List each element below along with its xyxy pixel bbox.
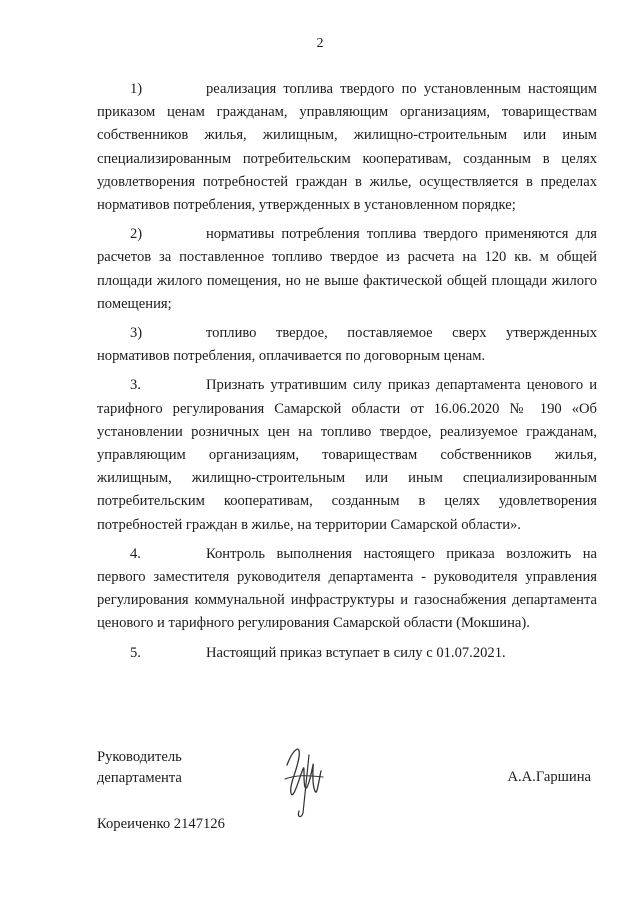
- handwritten-signature-icon: [279, 735, 327, 821]
- item-number: 2): [130, 226, 143, 243]
- item-text: Контроль выполнения настоящего приказа возложить на первого заместителя руководителя департамента - руководителя управления регулирования коммунальной инфраструктуры и газоснабжения департамента ценового и тарифного регулирования Самарской области (Мокшина).: [97, 545, 597, 632]
- signatory-title-line2: департамента: [97, 770, 182, 786]
- item-text: реализация топлива твердого по установленным настоящим приказом ценам гражданам, управляющим организациям, товариществам собственников жилья, жилищным, жилищно-строительным или иным специализированным потребительским кооперативам, созданным в целях удовлетворения потребностей граждан в жилье, осуществляется в пределах нормативов потребления, утвержденных в установленном порядке;: [97, 81, 597, 214]
- item-number: 3.: [130, 377, 141, 394]
- item-number: 1): [130, 81, 143, 97]
- document-body: [97, 78, 597, 665]
- item-number: 3): [130, 325, 143, 342]
- item-text: Настоящий приказ вступает в силу с 01.07.2021.: [206, 644, 506, 661]
- clause-3: [97, 374, 597, 536]
- signature-block: [97, 747, 597, 807]
- executor-info: Кореиченко 2147126: [97, 816, 225, 832]
- item-number: 5.: [130, 644, 141, 661]
- subitem-2: [97, 223, 597, 316]
- clause-4: [97, 543, 597, 636]
- subitem-1: [97, 78, 597, 217]
- page-number: 2: [316, 36, 324, 51]
- signatory-name: А.А.Гаршина: [507, 769, 591, 785]
- item-text: топливо твердое, поставляемое сверх утвержденных нормативов потребления, оплачивается по договорным ценам.: [97, 325, 597, 365]
- signatory-title-line1: Руководитель: [97, 749, 182, 765]
- item-text: Признать утратившим силу приказ департамента ценового и тарифного регулирования Самарской области от 16.06.2020 № 190 «Об установлении розничных цен на топливо твердое, реализуемое гражданам, управляющим организациям, товариществам собственников жилья, жилищным, жилищно-строительным или иным специализированным потребительским кооперативам, созданным в целях удовлетворения потребностей граждан в жилье, на территории Самарской области».: [97, 377, 597, 533]
- subitem-3: [97, 322, 597, 368]
- clause-5: [97, 642, 597, 665]
- signatory-title: [97, 747, 182, 789]
- item-text: нормативы потребления топлива твердого применяются для расчетов за поставленное топливо твердое из расчета на 120 кв. м общей площади жилого помещения, но не выше фактической общей площади жилого помещения;: [97, 226, 597, 312]
- item-number: 4.: [130, 545, 141, 562]
